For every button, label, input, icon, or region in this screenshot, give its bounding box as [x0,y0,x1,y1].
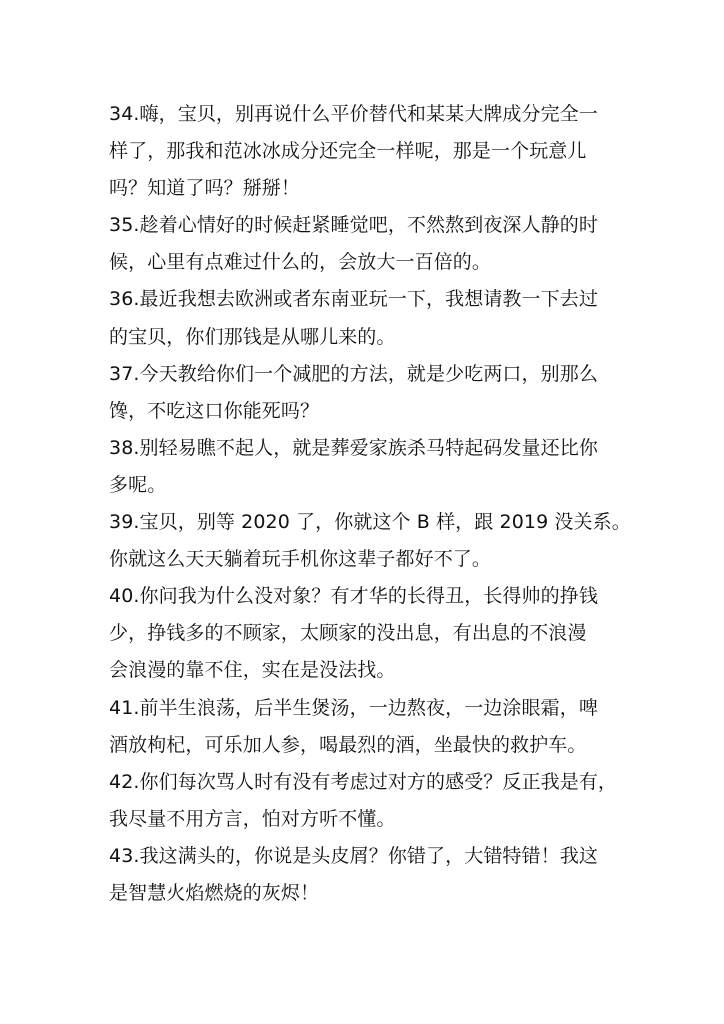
text-line: 候，心里有点难过什么的，会放大一百倍的。 [109,251,492,274]
text-line: 你就这么天天躺着玩手机你这辈子都好不了。 [109,548,492,571]
text-line: 是智慧火焰燃烧的灰烬！ [109,881,320,904]
text-line: 41.前半生浪荡，后半生煲汤，一边熬夜，一边涂眼霜，啤 [109,696,598,719]
text-line: 34.嗨，宝贝，别再说什么平价替代和某某大牌成分完全一 [109,103,598,125]
text-line: 少，挣钱多的不顾家，太顾家的没出息，有出息的不浪漫 [109,622,587,645]
text-line: 酒放枸杞，可乐加人参，喝最烈的酒，坐最快的救护车。 [109,733,587,756]
text-line: 43.我这满头的，你说是头皮屑？你错了，大错特错！我这 [109,844,598,867]
text-line: 多呢。 [109,473,167,496]
text-line: 40.你问我为什么没对象？有才华的长得丑，长得帅的挣钱 [109,585,598,608]
text-line: 35.趁着心情好的时候赶紧睡觉吧，不然熬到夜深人静的时 [109,214,598,237]
text-line: 样了，那我和范冰冰成分还完全一样呢，那是一个玩意儿 [109,140,587,163]
text-line: 我尽量不用方言，怕对方听不懂。 [109,807,396,830]
text-line: 38.别轻易瞧不起人，就是葬爱家族杀马特起码发量还比你 [109,436,598,459]
text-line: 42.你们每次骂人时有没有考虑过对方的感受？反正我是有， [109,770,618,793]
text-line: 37.今天教给你们一个减肥的方法，就是少吃两口，别那么 [109,362,598,385]
text-line: 36.最近我想去欧洲或者东南亚玩一下，我想请教一下去过 [109,288,598,311]
text-line: 馋，不吃这口你能死吗？ [109,399,320,422]
text-line: 的宝贝，你们那钱是从哪儿来的。 [109,325,396,348]
document-page [109,96,639,912]
text-line: 吗？知道了吗？掰掰！ [109,177,301,200]
text-line: 会浪漫的靠不住，实在是没法找。 [109,659,396,682]
text-line: 39.宝贝，别等 2020 了，你就这个 B 样，跟 2019 没关系。 [109,511,631,534]
